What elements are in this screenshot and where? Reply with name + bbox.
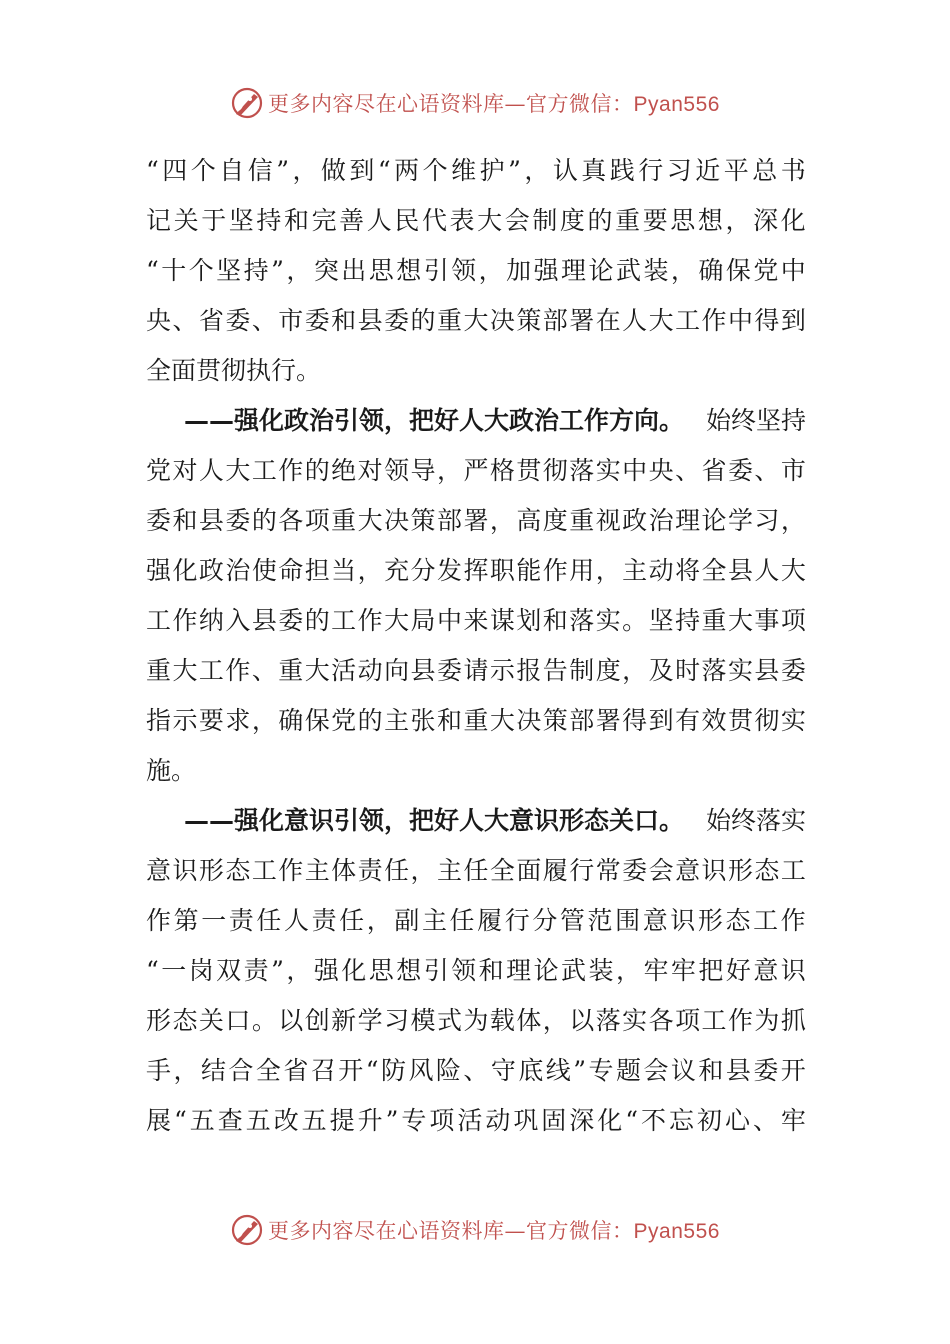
paragraph-3-line: 展 “ 五 查 五 改 五 提 升 ” 专 项 活 动 巩 固 深 化 “ 不 忘 初 心 、 牢	[146, 1106, 806, 1135]
paragraph-1-line: “ 十 个 坚 持 ” ， 突 出 思 想 引 领 ， 加 强 理 论 武 装 ， 确 保 党 中	[146, 256, 806, 285]
paragraph-3-first-line	[146, 796, 806, 846]
paragraph-2-heading: ——强化政治引领，把好人大政治工作方向。	[184, 406, 685, 435]
pen-logo-icon	[230, 1213, 264, 1247]
paragraph-1-line: 央 、 省 委 、 市 委 和 县 委 的 重 大 决 策 部 署 在 人 大 工 作 中 得 到	[146, 306, 806, 335]
paragraph-3	[146, 846, 806, 1146]
paragraph-2-line: 党 对 人 大 工 作 的 绝 对 领 导 ， 严 格 贯 彻 落 实 中 央 、 省 委 、 市	[146, 456, 806, 485]
paragraph-1-line: 全面贯彻执行。	[146, 356, 322, 385]
paragraph-1-line: 记 关 于 坚 持 和 完 善 人 民 代 表 大 会 制 度 的 重 要 思 想 ， 深 化	[146, 206, 806, 235]
paragraph-2-line: 重 大 工 作 、 重 大 活 动 向 县 委 请 示 报 告 制 度 ， 及 时 落 实 县 委	[146, 656, 806, 685]
paragraph-3-heading: ——强化意识引领，把好人大意识形态关口。	[184, 806, 685, 835]
paragraph-3-line: 作 第 一 责 任 人 责 任 ， 副 主 任 履 行 分 管 范 围 意 识 形 态 工 作	[146, 906, 806, 935]
paragraph-2-line: 委 和 县 委 的 各 项 重 大 决 策 部 署 ， 高 度 重 视 政 治 理 论 学 习 ，	[146, 506, 806, 535]
paragraph-2-line: 指 示 要 求 ， 确 保 党 的 主 张 和 重 大 决 策 部 署 得 到 有 效 贯 彻 实	[146, 706, 806, 735]
paragraph-2-line: 强 化 政 治 使 命 担 当 ， 充 分 发 挥 职 能 作 用 ， 主 动 将 全 县 人 大	[146, 556, 806, 585]
header-watermark-text: 更多内容尽在心语资料库—官方微信：Pyan556	[268, 92, 720, 116]
header-watermark	[0, 83, 950, 123]
document-body	[146, 146, 806, 1146]
paragraph-3-line: 形 态 关 口 。 以 创 新 学 习 模 式 为 载 体 ， 以 落 实 各 项 工 作 为 抓	[146, 1006, 806, 1035]
paragraph-3-line: 意 识 形 态 工 作 主 体 责 任 ， 主 任 全 面 履 行 常 委 会 意 识 形 态 工	[146, 856, 806, 885]
paragraph-3-line: “ 一 岗 双 责 ” ， 强 化 思 想 引 领 和 理 论 武 装 ， 牢 牢 把 好 意 识	[146, 956, 806, 985]
footer-watermark-text: 更多内容尽在心语资料库—官方微信：Pyan556	[268, 1219, 720, 1243]
paragraph-2-first-line	[146, 396, 806, 446]
paragraph-2-line: 工 作 纳 入 县 委 的 工 作 大 局 中 来 谋 划 和 落 实 。 坚 持 重 大 事 项	[146, 606, 806, 635]
paragraph-2-line: 施。	[146, 756, 197, 785]
paragraph-3-first-rest: 始终落实	[705, 806, 806, 835]
paragraph-3-line: 手 ， 结 合 全 省 召 开 “ 防 风 险 、 守 底 线 ” 专 题 会 议 和 县 委 开	[146, 1056, 806, 1085]
paragraph-2	[146, 446, 806, 796]
paragraph-1-line: “ 四 个 自 信 ” ， 做 到 “ 两 个 维 护 ” ， 认 真 践 行 习 近 平 总 书	[146, 156, 806, 185]
pen-logo-icon	[230, 86, 264, 120]
paragraph-2-first-rest: 始终坚持	[705, 406, 806, 435]
paragraph-1	[146, 146, 806, 396]
footer-watermark	[0, 1210, 950, 1250]
